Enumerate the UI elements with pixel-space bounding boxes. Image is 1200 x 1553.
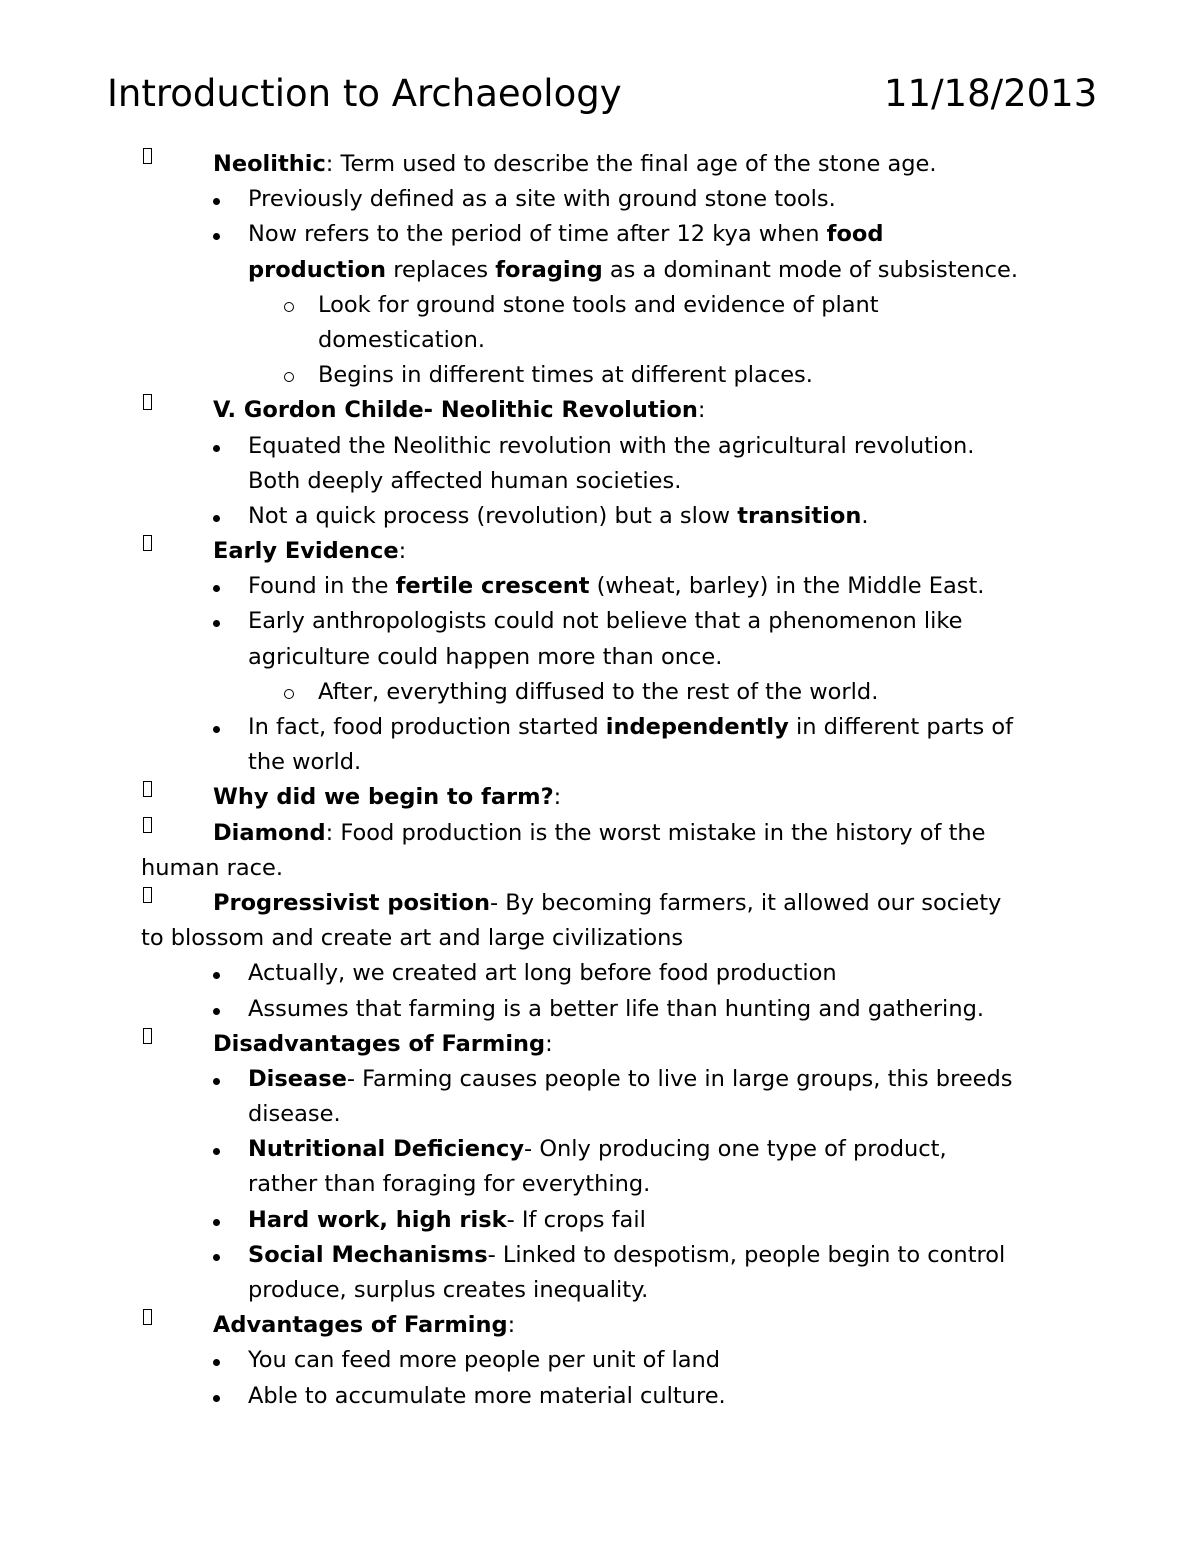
note-line [0,745,1200,780]
note-text: the world. [248,749,362,776]
missing-glyph-bullet-icon [143,817,152,833]
bullet-dot-icon [213,1219,220,1226]
note-text: : [398,538,407,565]
note-text: Assumes that farming is a better life than hunting and gathering. [248,995,985,1022]
bold-term: Disease [248,1065,347,1092]
note-line [0,640,1200,675]
bold-term: Neolithic [213,151,326,177]
note-text: human race. [141,854,284,881]
document-date: 11/18/2013 [884,72,1098,115]
bullet-dot-icon [213,1395,220,1402]
note-text: - Farming causes people to live in large groups, this breeds [346,1065,1013,1092]
bold-term: Progressivist position [213,889,490,916]
bold-term: fertile crescent [395,573,590,600]
note-line [0,1273,1200,1308]
note-text: After, everything diffused to the rest of the world. [318,678,879,705]
missing-glyph-bullet-icon [143,887,152,903]
bullet-dot-icon [213,445,220,452]
note-line [0,956,1200,991]
note-line [0,1379,1200,1414]
note-line [0,288,1200,323]
bullet-dot-icon [213,1359,220,1366]
bold-term: transition [737,502,862,529]
note-line [0,358,1200,393]
note-text: Early anthropologists could not believe that a phenomenon like [248,608,963,635]
missing-glyph-bullet-icon [143,781,152,797]
note-text: (wheat, barley) in the Middle East. [589,573,985,600]
note-text: : [507,1312,516,1339]
note-line [0,499,1200,534]
bold-term: Disadvantages of Farming [213,1030,546,1057]
bullet-dot-icon [213,198,220,205]
note-line [0,1097,1200,1132]
note-line [0,1027,1200,1062]
note-line [0,147,1200,182]
note-text: in different parts of [788,714,1014,740]
note-text: disease. [248,1101,341,1128]
bullet-dot-icon [213,1008,220,1015]
bold-term: Diamond [213,819,326,846]
bullet-dot-icon [213,585,220,592]
bold-term: food [826,221,884,248]
notes-body [0,147,1200,1414]
note-text: Not a quick process (revolution) but a slow [248,502,738,529]
note-line [0,710,1200,745]
note-line [0,569,1200,604]
note-text: - Only producing one type of product, [524,1136,947,1163]
bullet-dot-icon [213,1254,220,1261]
note-text: replaces [386,256,496,283]
bold-term: independently [605,714,789,740]
note-line [0,217,1200,252]
bold-term: Advantages of Farming [213,1312,508,1339]
bold-term: production [248,256,387,283]
note-line [0,1203,1200,1238]
note-text: : [545,1030,553,1057]
note-text: : [553,784,562,811]
note-text: Previously defined as a site with ground stone tools. [248,186,836,213]
note-line [0,464,1200,499]
bold-term: Nutritional Deficiency [248,1136,525,1163]
note-line [0,1062,1200,1097]
bold-term: foraging [495,256,603,283]
note-text: - If crops fail [506,1206,646,1233]
bullet-dot-icon [213,1078,220,1085]
note-text: : [697,397,706,424]
bullet-dot-icon [213,972,220,979]
bullet-dot-icon [213,620,220,627]
bold-term: V. Gordon Childe- Neolithic Revolution [213,397,698,424]
note-line [0,429,1200,464]
note-line [0,1343,1200,1378]
note-line [0,992,1200,1027]
note-line [0,253,1200,288]
bullet-circle-icon [284,689,294,699]
note-line [0,851,1200,886]
bullet-circle-icon [284,302,294,312]
missing-glyph-bullet-icon [143,148,152,164]
note-text: - Linked to despotism, people begin to control [487,1241,1006,1268]
note-line [0,604,1200,639]
note-text: agriculture could happen more than once. [248,643,723,670]
bold-term: Early Evidence [213,538,399,565]
note-text: : Term used to describe the final age of the stone age. [325,151,937,177]
note-line [0,393,1200,428]
bold-term: Hard work, high risk [248,1206,507,1233]
note-line [0,1308,1200,1343]
note-text: Actually, we created art long before food production [248,960,837,987]
bullet-dot-icon [213,726,220,733]
bold-term: Social Mechanisms [248,1241,488,1268]
note-text: Both deeply affected human societies. [248,467,682,494]
note-text: produce, surplus creates inequality. [248,1277,649,1303]
note-line [0,534,1200,569]
note-text: to blossom and create art and large civilizations [141,925,684,952]
note-text: domestication. [318,326,486,353]
note-line [0,323,1200,358]
note-line [0,1238,1200,1273]
missing-glyph-bullet-icon [143,535,152,551]
bullet-dot-icon [213,515,220,522]
note-text: Equated the Neolithic revolution with the agricultural revolution. [248,432,975,459]
note-line [0,1167,1200,1202]
bold-term: Why did we begin to farm? [213,784,554,811]
note-text: - By becoming farmers, it allowed our society [489,889,1002,916]
note-text: Begins in different times at different places. [318,362,813,389]
note-line [0,780,1200,815]
note-line [0,675,1200,710]
note-line [0,182,1200,217]
bullet-dot-icon [213,233,220,240]
missing-glyph-bullet-icon [143,1309,152,1325]
note-line [0,921,1200,956]
note-text: . [861,502,869,529]
missing-glyph-bullet-icon [143,394,152,410]
note-text: as a dominant mode of subsistence. [602,256,1019,283]
note-text: rather than foraging for everything. [248,1171,651,1198]
bullet-dot-icon [213,1148,220,1155]
note-text: Able to accumulate more material culture. [248,1382,726,1409]
note-text: In fact, food production started [248,714,606,740]
note-line [0,886,1200,921]
note-line [0,816,1200,851]
note-text: Found in the [248,573,396,600]
note-text: You can feed more people per unit of land [248,1347,721,1374]
note-text: Now refers to the period of time after 12 kya when [248,221,827,248]
missing-glyph-bullet-icon [143,1028,152,1044]
document-title: Introduction to Archaeology [107,72,622,115]
bullet-circle-icon [284,372,294,382]
note-line [0,1132,1200,1167]
note-text: : Food production is the worst mistake in the history of the [325,819,986,846]
note-text: Look for ground stone tools and evidence of plant [318,291,879,318]
